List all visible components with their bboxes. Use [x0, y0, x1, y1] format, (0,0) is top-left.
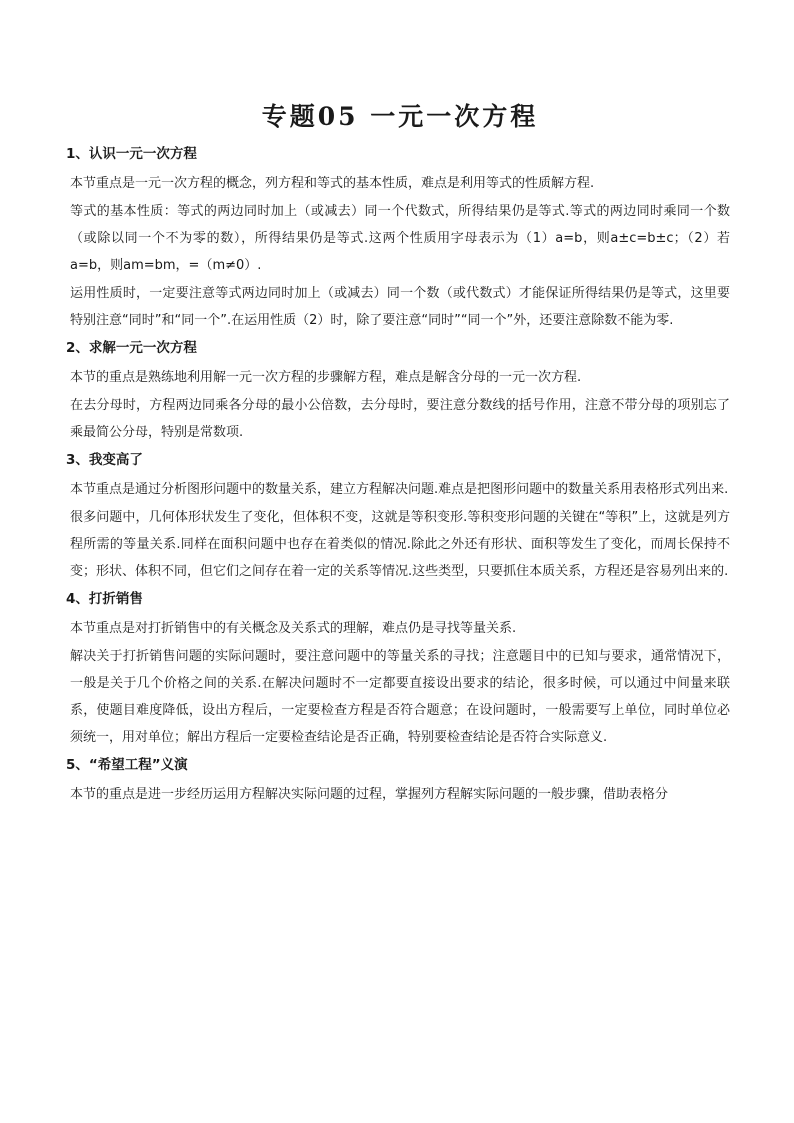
paragraph: 运用性质时，一定要注意等式两边同时加上（或减去）同一个数（或代数式）才能保证所得结果仍是等式，这里要特别注意“同时”和“同一个”.在运用性质（2）时，除了要注意“同时”“同一个”外，还要注意除数不能为零. [70, 286, 730, 328]
paragraph: 等式的基本性质：等式的两边同时加上（或减去）同一个代数式，所得结果仍是等式.等式的两边同时乘同一个数（或除以同一个不为零的数），所得结果仍是等式.这两个性质用字母表示为（1）a=b，则a±c=b±c；（2）若a=b，则am=bm，=（m≠0）. [70, 204, 730, 273]
section-4 [66, 589, 730, 751]
paragraph: 解决关于打折销售问题的实际问题时，要注意问题中的等量关系的寻找；注意题目中的已知与要求，通常情况下，一般是关于几个价格之间的关系.在解决问题时不一定都要直接设出要求的结论，很多时候，可以通过中间量来联系，使题目难度降低，设出方程后，一定要检查方程是否符合题意；在设问题时，一般需要写上单位，同时单位必须统一，用对单位；解出方程后一定要检查结论是否正确，特别要检查结论是否符合实际意义. [70, 649, 730, 745]
paragraph: 本节重点是一元一次方程的概念，列方程和等式的基本性质，难点是利用等式的性质解方程. [70, 176, 595, 191]
section-heading: 5、“希望工程”义演 [66, 757, 188, 773]
section-heading: 1、认识一元一次方程 [66, 146, 197, 162]
paragraph: 很多问题中，几何体形状发生了变化，但体积不变，这就是等积变形.等积变形问题的关键在“等积”上，这就是列方程所需的等量关系.同样在面积问题中也存在着类似的情况.除此之外还有形状、面积等发生了变化，而周长保持不变；形状、体积不同，但它们之间存在着一定的关系等情况.这些类型，只要抓住本质关系，方程还是容易列出来的. [70, 510, 730, 579]
section-5 [66, 755, 730, 808]
section-heading: 4、打折销售 [66, 591, 143, 607]
paragraph: 本节重点是通过分析图形问题中的数量关系，建立方程解决问题.难点是把图形问题中的数量关系用表格形式列出来. [70, 482, 729, 497]
paragraph: 在去分母时，方程两边同乘各分母的最小公倍数，去分母时，要注意分数线的括号作用，注意不带分母的项别忘了乘最简公分母，特别是常数项. [70, 398, 730, 440]
section-2 [66, 338, 730, 446]
paragraph: 本节的重点是进一步经历运用方程解决实际问题的过程，掌握列方程解实际问题的一般步骤，借助表格分 [70, 787, 669, 802]
section-1 [66, 144, 730, 334]
section-heading: 2、求解一元一次方程 [66, 340, 197, 356]
paragraph: 本节的重点是熟练地利用解一元一次方程的步骤解方程，难点是解含分母的一元一次方程. [70, 370, 582, 385]
section-heading: 3、我变高了 [66, 452, 143, 468]
document-title: 专题05 一元一次方程 [261, 102, 539, 131]
paragraph: 本节重点是对打折销售中的有关概念及关系式的理解，难点仍是寻找等量关系. [70, 621, 517, 636]
section-3 [66, 450, 730, 585]
